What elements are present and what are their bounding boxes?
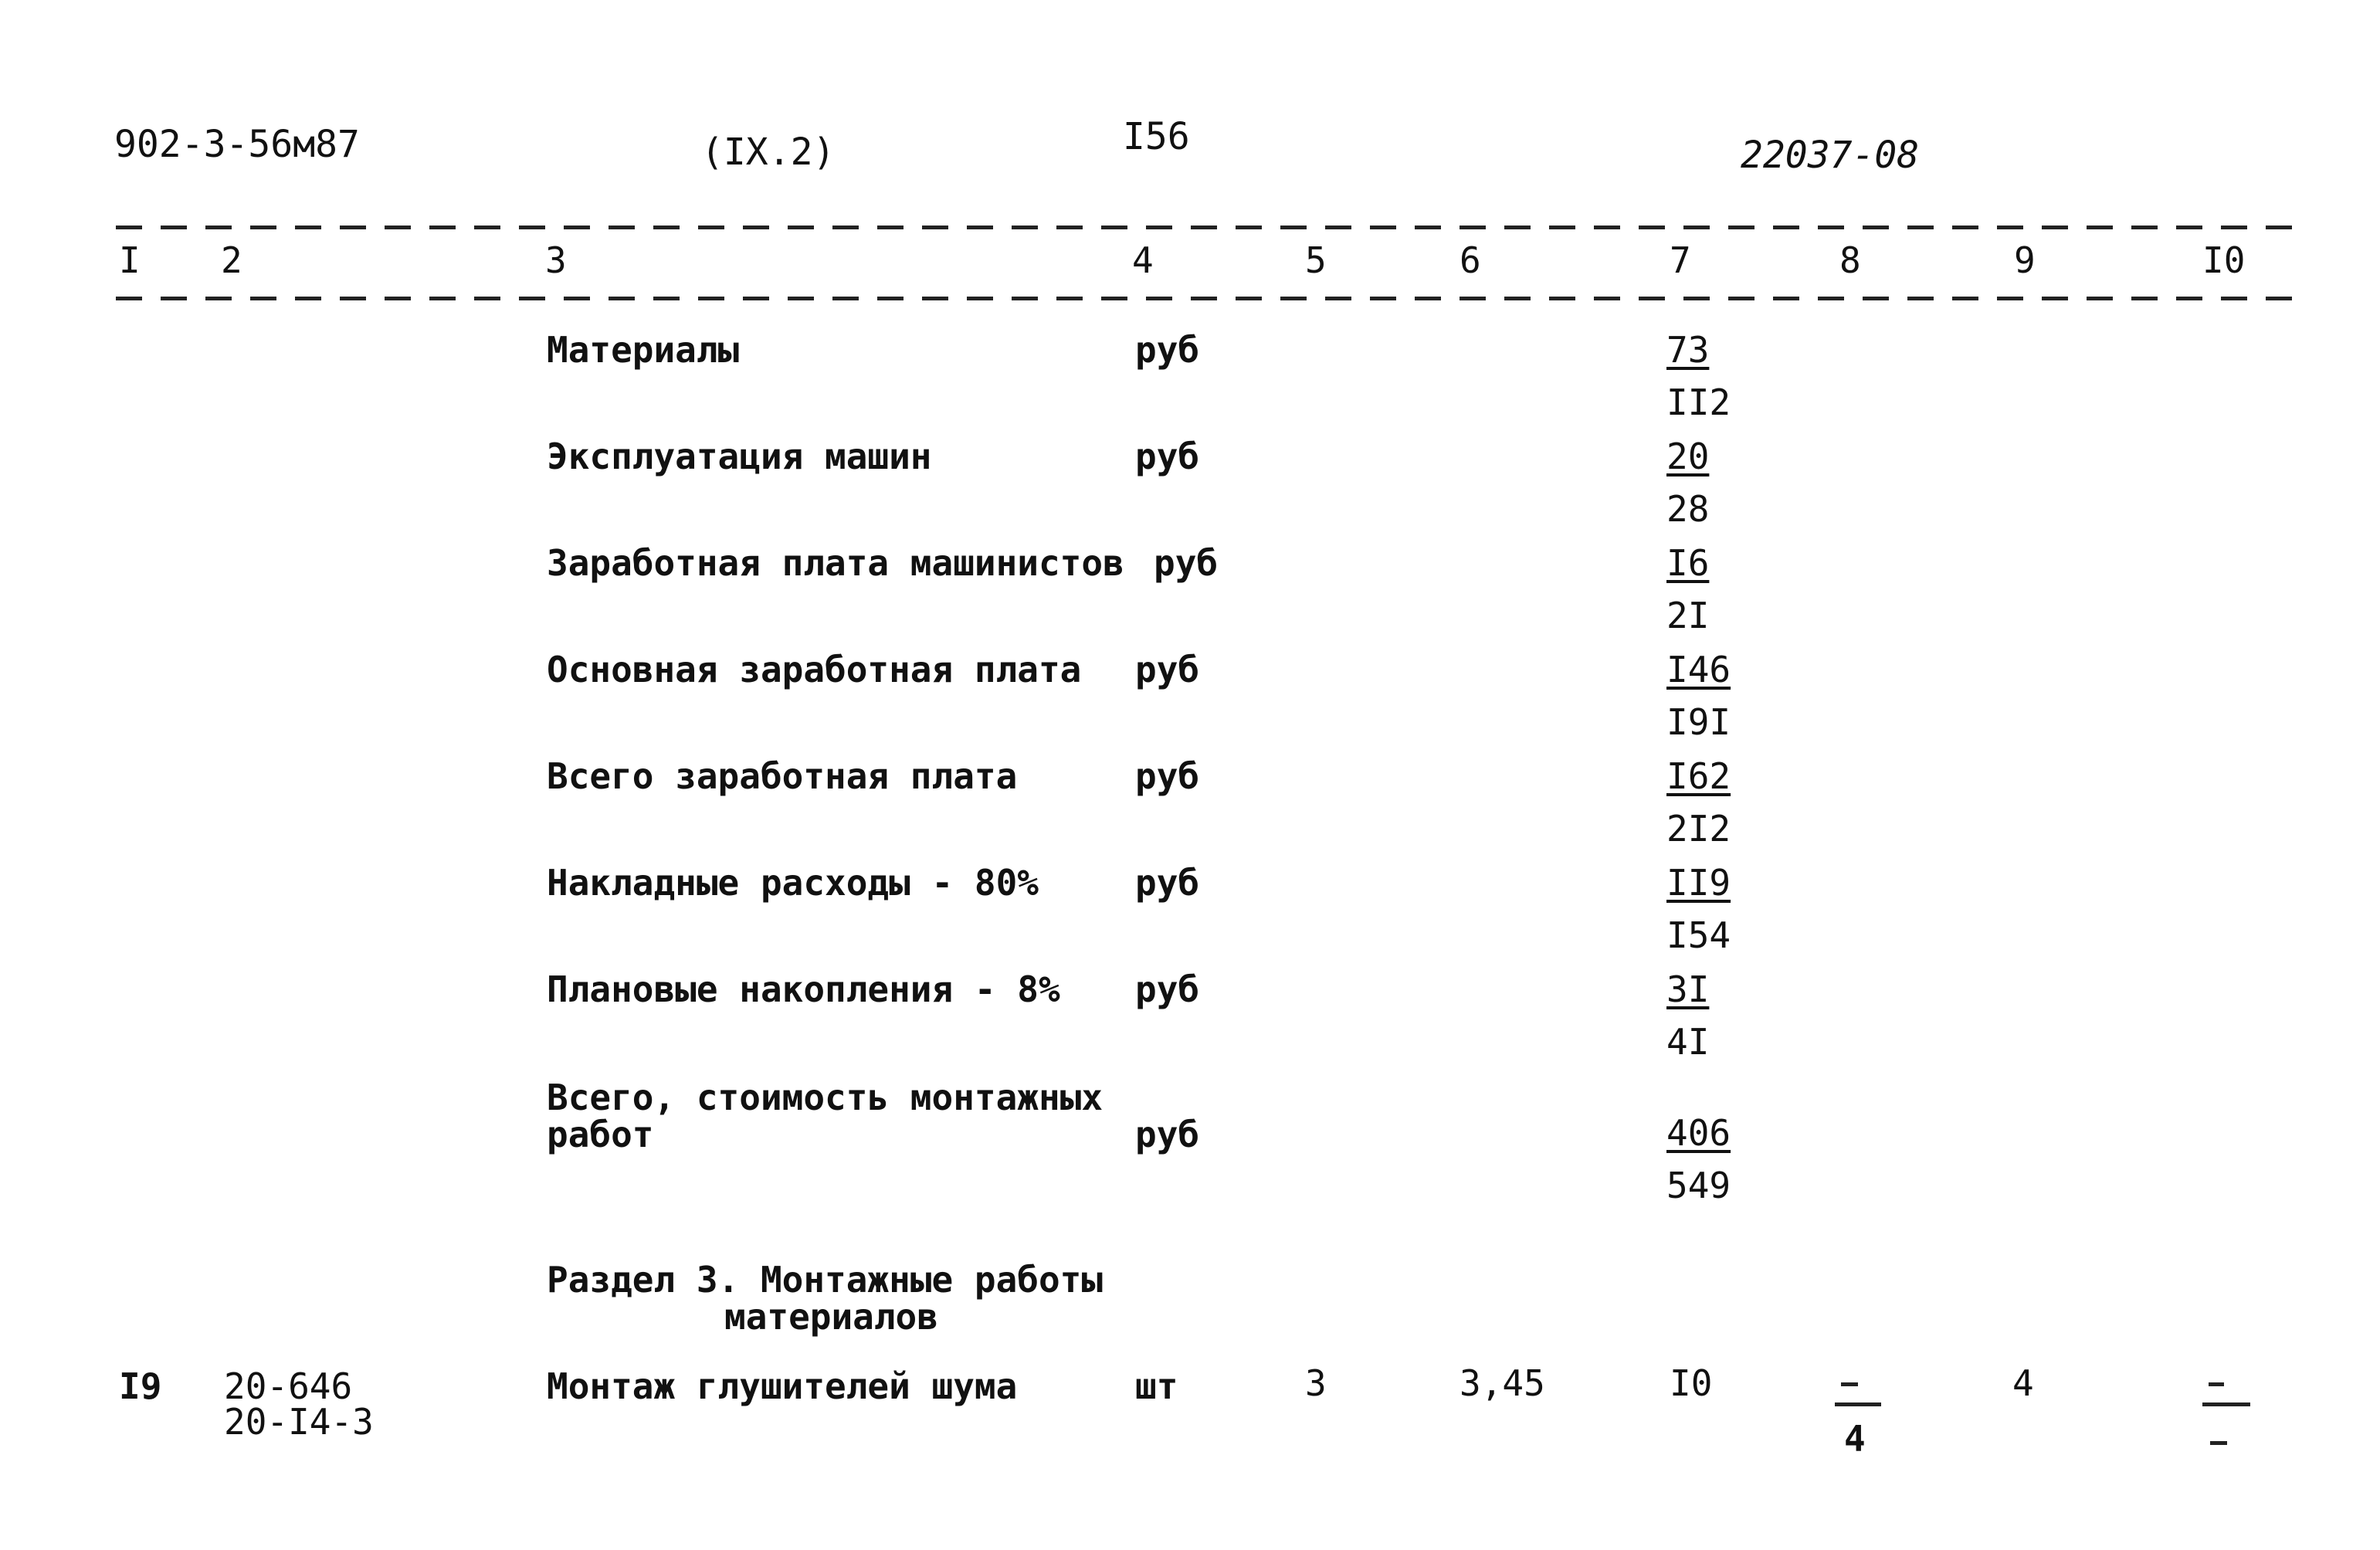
- section-heading-line2: материалов: [724, 1296, 938, 1338]
- column-header-2: 2: [221, 239, 242, 281]
- item-name: Монтаж глушителей шума: [547, 1365, 1018, 1407]
- cost-row-value-bottom: I54: [1666, 914, 1731, 956]
- cost-row-name: Заработная плата машинистов: [547, 542, 1124, 584]
- item-column-8-fraction-line: [1835, 1402, 1881, 1406]
- cost-row-name: Плановые накопления - 8%: [547, 968, 1060, 1010]
- cost-row-unit: руб: [1135, 968, 1200, 1010]
- section-heading-line1: Раздел 3. Монтажные работы: [547, 1259, 1104, 1301]
- item-column-7: I0: [1670, 1362, 1713, 1404]
- cost-row-unit: руб: [1154, 542, 1219, 584]
- item-code-1: 20-646: [224, 1365, 353, 1407]
- total-row-unit: руб: [1135, 1114, 1200, 1155]
- cost-row-value-top: 20: [1666, 436, 1710, 477]
- cost-row-name: Всего заработная плата: [547, 755, 1018, 797]
- cost-row-unit: руб: [1135, 862, 1200, 904]
- column-header-7: 7: [1670, 239, 1691, 281]
- cost-row-unit: руб: [1135, 649, 1200, 690]
- cost-row-value-top: 73: [1666, 329, 1710, 371]
- column-header-8: 8: [1839, 239, 1861, 281]
- item-number: I9: [119, 1365, 162, 1407]
- cost-row-unit: руб: [1135, 436, 1200, 477]
- cost-row-value-bottom: 4I: [1666, 1021, 1710, 1063]
- cost-row-value-bottom: 2I: [1666, 595, 1710, 636]
- document-code: 902-3-56м87: [114, 123, 360, 166]
- cost-row-name: Эксплуатация машин: [547, 436, 932, 477]
- cost-row-value-top: II9: [1666, 862, 1731, 904]
- item-column-10-fraction-line: [2202, 1402, 2250, 1406]
- column-header-4: 4: [1132, 239, 1154, 281]
- header-top-rule: [116, 226, 2295, 229]
- item-column-8-bottom: 4: [1844, 1418, 1866, 1460]
- total-row-value-top: 406: [1666, 1112, 1731, 1154]
- cost-row-value-top: I46: [1666, 649, 1731, 690]
- item-column-10-dash: [2209, 1382, 2224, 1386]
- cost-row-value-top: 3I: [1666, 968, 1710, 1010]
- cost-row-value-top: I6: [1666, 542, 1710, 584]
- item-column-8-dash: [1841, 1382, 1858, 1386]
- item-code-2: 20-I4-3: [224, 1401, 374, 1443]
- item-column-6: 3,45: [1460, 1362, 1545, 1404]
- total-row-value-bottom: 549: [1666, 1165, 1731, 1206]
- reference-number: 22037-08: [1741, 134, 1920, 177]
- column-header-9: 9: [2014, 239, 2036, 281]
- cost-row-name: Накладные расходы - 80%: [547, 862, 1039, 904]
- cost-row-name: Основная заработная плата: [547, 649, 1082, 690]
- cost-row-value-top: I62: [1666, 755, 1731, 797]
- total-row-name-line1: Всего, стоимость монтажных: [547, 1077, 1104, 1118]
- header-bottom-rule: [116, 297, 2295, 300]
- total-row-name-line2: работ: [547, 1114, 654, 1155]
- cost-row-value-bottom: 2I2: [1666, 808, 1731, 850]
- item-unit: шт: [1135, 1365, 1178, 1407]
- cost-row-unit: руб: [1135, 329, 1200, 371]
- column-header-10: I0: [2202, 239, 2246, 281]
- item-column-10-bottom-dash: [2210, 1441, 2227, 1445]
- cost-row-value-bottom: 28: [1666, 488, 1710, 530]
- cost-row-value-bottom: I9I: [1666, 701, 1731, 743]
- cost-row-value-bottom: II2: [1666, 382, 1731, 423]
- page-number: I56: [1123, 115, 1190, 158]
- column-header-3: 3: [545, 239, 567, 281]
- item-quantity: 3: [1305, 1362, 1327, 1404]
- cost-row-name: Материалы: [547, 329, 740, 371]
- section-code: (IX.2): [701, 131, 836, 174]
- column-header-5: 5: [1305, 239, 1327, 281]
- column-header-1: I: [119, 239, 141, 281]
- cost-row-unit: руб: [1135, 755, 1200, 797]
- column-header-6: 6: [1460, 239, 1481, 281]
- item-column-9: 4: [2012, 1362, 2034, 1404]
